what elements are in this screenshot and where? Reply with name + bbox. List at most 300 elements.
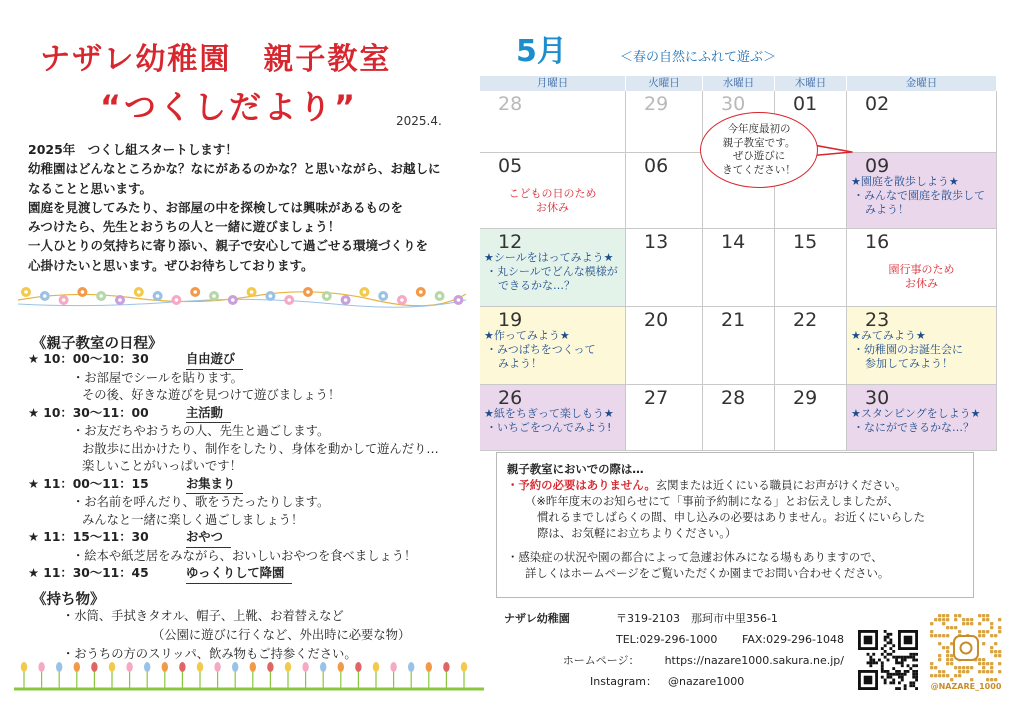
- garland-flower-center: [457, 298, 461, 302]
- qr-module: [889, 639, 892, 642]
- garland-flower-center: [306, 290, 310, 294]
- calendar-day-cell: [626, 153, 703, 229]
- calendar-day-number: 20: [644, 309, 669, 331]
- qr-module: [912, 676, 915, 679]
- notice-heading: 親子教室においでの際は…: [507, 462, 644, 476]
- closed-day-note: [847, 263, 996, 291]
- qr-module: [915, 670, 918, 673]
- event-description: ・みんなで園庭を散歩して: [853, 189, 985, 202]
- calendar-weekday-header: 金曜日: [847, 76, 997, 91]
- qr-module: [884, 656, 887, 659]
- garland-flower-center: [419, 290, 423, 294]
- schedule-detail: その後、好きな遊びを見つけて遊びましょう！: [82, 388, 341, 402]
- qr-module: [938, 634, 941, 637]
- qr-module: [942, 670, 945, 673]
- qr-module: [938, 670, 941, 673]
- qr-module: [872, 653, 875, 656]
- qr-module: [887, 633, 890, 636]
- garland-flower-center: [212, 294, 216, 298]
- qr-module: [909, 656, 912, 659]
- qr-module: [998, 618, 1001, 621]
- qr-module: [912, 656, 915, 659]
- qr-module: [978, 662, 981, 665]
- tulip-flower: [126, 662, 132, 672]
- calendar-day-number: 26: [498, 387, 523, 409]
- qr-module: [884, 630, 887, 633]
- event-description: みよう！: [865, 203, 909, 216]
- event-description: ・みつばちをつくって: [486, 343, 596, 356]
- qr-finder: [864, 676, 873, 685]
- contact-row: [504, 650, 844, 671]
- items-title: 《持ち物》: [32, 592, 105, 608]
- event-description: できるかな…？: [498, 279, 575, 292]
- qr-finder: [904, 636, 913, 645]
- calendar-day-cell: [703, 307, 775, 385]
- qr-module: [881, 676, 884, 679]
- schedule-detail: ・絵本や紙芝居をみながら、おいしいおやつを食べましょう！: [72, 548, 417, 563]
- qr-module: [942, 634, 945, 637]
- event-title: ★紙をちぎって楽しもう★: [484, 407, 614, 420]
- qr-module: [962, 670, 965, 673]
- qr-module: [887, 636, 890, 639]
- calendar-day-cell: [847, 307, 997, 385]
- calendar-day-number: 14: [721, 231, 746, 253]
- qr-module: [946, 674, 949, 677]
- calendar-event: [484, 329, 623, 371]
- qr-module: [994, 650, 997, 653]
- qr-module: [881, 653, 884, 656]
- qr-module: [994, 654, 997, 657]
- instagram-handle[interactable]: @nazare1000: [668, 675, 745, 688]
- intro-line: みつけたら、先生とおうちの人と一緒に遊びましょう！: [28, 219, 341, 235]
- schedule-time: ★ 11：30～11：45: [28, 566, 149, 580]
- contact-row: [504, 608, 844, 629]
- calendar-day-number: 27: [644, 387, 669, 409]
- qr-module: [946, 646, 949, 649]
- qr-module: [881, 670, 884, 673]
- intro-text: [28, 140, 478, 275]
- schedule-activity: お集まり: [186, 476, 243, 495]
- closed-day-line: こどもの日のため: [508, 187, 597, 200]
- qr-module: [954, 666, 957, 669]
- event-description: ・なにができるかな…？: [853, 421, 974, 434]
- qr-module: [982, 630, 985, 633]
- qr-module: [898, 661, 901, 664]
- items-line: ・おうちの方のスリッパ、飲み物もご持参ください。: [62, 647, 357, 661]
- qr-module: [946, 626, 949, 629]
- qr-module: [872, 659, 875, 662]
- qr-module: [938, 658, 941, 661]
- tulip-flower: [373, 662, 379, 672]
- calendar-day-cell: [626, 91, 703, 153]
- qr-module: [884, 639, 887, 642]
- qr-module: [942, 674, 945, 677]
- qr-module: [978, 634, 981, 637]
- qr-module: [869, 659, 872, 662]
- qr-module: [986, 670, 989, 673]
- intro-line: なることと思います。: [28, 180, 153, 196]
- calendar-day-cell: [847, 385, 997, 451]
- tulip-flower: [390, 662, 396, 672]
- qr-module: [930, 662, 933, 665]
- qr-module: [946, 634, 949, 637]
- main-title: ナザレ幼稚園 親子教室: [40, 42, 392, 77]
- tulip-flower: [144, 662, 150, 672]
- qr-module: [982, 658, 985, 661]
- qr-module: [954, 614, 957, 617]
- garland-flower-center: [438, 294, 442, 298]
- qr-module: [946, 662, 949, 665]
- tulip-flower: [197, 662, 203, 672]
- tulip-flower: [267, 662, 273, 672]
- qr-module: [912, 673, 915, 676]
- qr-module: [915, 676, 918, 679]
- tulip-border-illustration: [14, 656, 484, 692]
- qr-module: [892, 679, 895, 682]
- qr-module: [938, 654, 941, 657]
- instagram-icon: [954, 636, 978, 660]
- tulip-flower: [443, 662, 449, 672]
- garland-flower-center: [156, 294, 160, 298]
- calendar-weekday-header: 木曜日: [775, 76, 847, 91]
- qr-module: [892, 667, 895, 670]
- closed-day-line: お休み: [536, 201, 569, 214]
- qr-module: [895, 659, 898, 662]
- qr-module: [915, 659, 918, 662]
- schedule-time: ★ 11：15～11：30: [28, 530, 149, 544]
- qr-module: [970, 666, 973, 669]
- qr-module: [946, 614, 949, 617]
- qr-module: [938, 614, 941, 617]
- calendar-day-number: 09: [865, 155, 890, 177]
- instagram-qr-code[interactable]: [930, 614, 1002, 682]
- qr-module: [907, 664, 910, 667]
- contact-info: [504, 608, 844, 692]
- items-line: （公園に遊びに行くなど、外出時に必要な物）: [152, 628, 411, 642]
- calendar-day-number: 15: [793, 231, 818, 253]
- intro-line: 2025年 つくし組スタートします！: [28, 142, 238, 157]
- qr-module: [901, 673, 904, 676]
- qr-module: [978, 670, 981, 673]
- qr-module: [942, 622, 945, 625]
- instagram-qr-label: @NAZARE_1000: [930, 682, 1002, 691]
- garland-flower-center: [381, 294, 385, 298]
- qr-module: [895, 687, 898, 690]
- calendar-theme: ＜春の自然にふれて遊ぶ＞: [620, 50, 777, 65]
- garland-flower-center: [62, 298, 66, 302]
- homepage-link[interactable]: https://nazare1000.sakura.ne.jp/: [664, 654, 844, 667]
- qr-module: [990, 646, 993, 649]
- tulip-flower: [285, 662, 291, 672]
- qr-module: [898, 656, 901, 659]
- qr-module: [970, 618, 973, 621]
- qr-module: [946, 658, 949, 661]
- qr-module: [990, 666, 993, 669]
- garland-flower-center: [118, 298, 122, 302]
- homepage-qr-code[interactable]: [858, 630, 918, 690]
- qr-module: [982, 614, 985, 617]
- calendar-day-number: 12: [498, 231, 523, 253]
- qr-module: [986, 678, 989, 681]
- calendar-event: [484, 407, 623, 435]
- fax: FAX:029-296-1048: [742, 633, 845, 646]
- calendar-day-cell: [775, 229, 847, 307]
- qr-module: [889, 647, 892, 650]
- qr-module: [887, 676, 890, 679]
- qr-module: [942, 646, 945, 649]
- tulip-flower: [74, 662, 80, 672]
- qr-module: [889, 633, 892, 636]
- schedule-row: [28, 351, 478, 370]
- qr-module: [942, 614, 945, 617]
- qr-module: [892, 681, 895, 684]
- qr-module: [901, 656, 904, 659]
- qr-module: [950, 678, 953, 681]
- qr-module: [994, 678, 997, 681]
- qr-module: [881, 647, 884, 650]
- qr-module: [958, 674, 961, 677]
- tulip-flower: [408, 662, 414, 672]
- qr-module: [909, 667, 912, 670]
- qr-module: [912, 681, 915, 684]
- schedule-activity: おやつ: [186, 529, 231, 548]
- qr-module: [895, 673, 898, 676]
- qr-module: [934, 674, 937, 677]
- speech-bubble: [700, 112, 818, 188]
- schedule-list: [28, 351, 478, 584]
- qr-module: [934, 618, 937, 621]
- closed-day-line: 園行事のため: [888, 263, 955, 276]
- qr-module: [887, 670, 890, 673]
- qr-module: [982, 618, 985, 621]
- qr-module: [958, 670, 961, 673]
- qr-module: [990, 678, 993, 681]
- qr-module: [930, 666, 933, 669]
- calendar-day-cell: [775, 385, 847, 451]
- qr-module: [909, 681, 912, 684]
- qr-module: [966, 666, 969, 669]
- qr-module: [907, 670, 910, 673]
- intro-line: 幼稚園はどんなところかな？なにがあるのかな？と思いながら、お越しに: [28, 161, 441, 177]
- calendar-day-cell: [480, 153, 626, 229]
- bubble-line: 親子教室です。: [722, 136, 796, 149]
- notice-line: 慣れるまでしばらくの間、申し込みの必要はありません。お近くにいらした: [537, 510, 925, 524]
- qr-module: [930, 674, 933, 677]
- schedule-row: [28, 529, 478, 548]
- qr-module: [904, 659, 907, 662]
- closed-day-note: [480, 187, 625, 215]
- qr-module: [915, 687, 918, 690]
- notice-highlight: ・予約の必要はありません。: [507, 478, 656, 492]
- qr-module: [946, 650, 949, 653]
- qr-module: [958, 666, 961, 669]
- calendar-day-number: 19: [498, 309, 523, 331]
- qr-module: [966, 670, 969, 673]
- tulip-flower: [426, 662, 432, 672]
- calendar-event: [851, 407, 994, 435]
- calendar-day-cell: [626, 229, 703, 307]
- qr-module: [892, 644, 895, 647]
- qr-module: [998, 630, 1001, 633]
- calendar-day-cell: [480, 385, 626, 451]
- calendar-day-number: 01: [793, 93, 818, 115]
- event-description: ・いちごをつんでみよう!: [486, 421, 612, 434]
- qr-module: [907, 656, 910, 659]
- schedule-detail: お散歩に出かけたり、制作をしたり、身体を動かして遊んだり…: [82, 441, 439, 456]
- qr-module: [930, 622, 933, 625]
- schedule-activity: 主活動: [186, 405, 231, 424]
- qr-module: [898, 673, 901, 676]
- schedule-title: 《親子教室の日程》: [32, 336, 163, 352]
- schedule-row: [28, 565, 478, 584]
- qr-module: [950, 658, 953, 661]
- qr-module: [954, 626, 957, 629]
- closed-day-line: お休み: [905, 277, 938, 290]
- qr-module: [875, 661, 878, 664]
- qr-module: [901, 676, 904, 679]
- garland-flower-center: [24, 290, 28, 294]
- notice-line: 詳しくはホームページをご覧いただくか園までお問い合わせください。: [525, 566, 890, 580]
- tulip-flower: [162, 662, 168, 672]
- tulip-flower: [461, 662, 467, 672]
- qr-module: [990, 650, 993, 653]
- qr-module: [869, 664, 872, 667]
- schedule-detail: 楽しいことがいっぱいです！: [82, 459, 242, 473]
- garland-flower-center: [400, 298, 404, 302]
- qr-module: [915, 653, 918, 656]
- qr-module: [869, 656, 872, 659]
- calendar-day-cell: [480, 229, 626, 307]
- qr-module: [895, 670, 898, 673]
- qr-module: [962, 618, 965, 621]
- event-description: みよう！: [498, 357, 542, 370]
- calendar-day-number: 05: [498, 155, 523, 177]
- garland-flower-center: [137, 290, 141, 294]
- qr-module: [978, 630, 981, 633]
- schedule-detail: みんなと一緒に楽しく過ごしましょう！: [82, 512, 304, 527]
- instagram-label: Instagram：: [590, 675, 657, 688]
- issue-date: 2025.4.: [396, 114, 442, 128]
- calendar-month: 5月: [516, 34, 567, 69]
- tulip-flower: [56, 662, 62, 672]
- calendar-event: [851, 329, 994, 371]
- calendar-day-cell: [480, 307, 626, 385]
- calendar-event: [484, 251, 623, 293]
- qr-module: [912, 670, 915, 673]
- qr-module: [912, 684, 915, 687]
- tulip-flower: [91, 662, 97, 672]
- qr-module: [867, 653, 870, 656]
- qr-module: [904, 656, 907, 659]
- schedule-detail: ・お部屋でシールを貼ります。: [72, 370, 243, 385]
- bubble-line: きてください！: [722, 163, 796, 176]
- qr-module: [950, 626, 953, 629]
- garland-flower-center: [99, 294, 103, 298]
- garland-flower-center: [43, 294, 47, 298]
- tel: TEL:029-296-1000: [616, 633, 718, 646]
- qr-module: [915, 664, 918, 667]
- event-title: ★スタンピングをしよう★: [851, 407, 981, 420]
- qr-module: [915, 679, 918, 682]
- qr-module: [982, 634, 985, 637]
- schedule-row: [28, 405, 478, 424]
- qr-module: [962, 666, 965, 669]
- qr-module: [901, 679, 904, 682]
- event-description: ・丸シールでどんな模様が: [486, 265, 618, 278]
- qr-module: [930, 630, 933, 633]
- calendar-day-cell: [847, 153, 997, 229]
- qr-module: [982, 662, 985, 665]
- calendar-day-cell: [703, 385, 775, 451]
- qr-module: [892, 673, 895, 676]
- qr-module: [946, 618, 949, 621]
- qr-module: [889, 681, 892, 684]
- qr-module: [889, 641, 892, 644]
- qr-module: [970, 622, 973, 625]
- calendar-day-cell: [775, 307, 847, 385]
- calendar-day-number: 02: [865, 93, 890, 115]
- tulip-flower: [179, 662, 185, 672]
- qr-module: [998, 626, 1001, 629]
- qr-module: [904, 684, 907, 687]
- notice-box: [496, 452, 974, 598]
- qr-finder: [864, 636, 873, 645]
- garland-flower-center: [193, 290, 197, 294]
- garland-flower-center: [363, 290, 367, 294]
- tulip-flower: [214, 662, 220, 672]
- qr-module: [889, 676, 892, 679]
- calendar-day-number: 23: [865, 309, 890, 331]
- qr-module: [912, 653, 915, 656]
- qr-module: [887, 653, 890, 656]
- qr-module: [881, 667, 884, 670]
- qr-module: [901, 659, 904, 662]
- qr-module: [966, 618, 969, 621]
- qr-module: [909, 653, 912, 656]
- qr-module: [901, 661, 904, 664]
- garland-flower-center: [250, 290, 254, 294]
- qr-module: [887, 659, 890, 662]
- qr-module: [904, 670, 907, 673]
- notice-line: [507, 477, 973, 493]
- contact-row: [504, 629, 844, 650]
- qr-module: [978, 658, 981, 661]
- qr-module: [934, 634, 937, 637]
- qr-module: [998, 654, 1001, 657]
- qr-module: [898, 681, 901, 684]
- qr-module: [889, 673, 892, 676]
- qr-module: [898, 687, 901, 690]
- qr-module: [884, 670, 887, 673]
- qr-module: [909, 684, 912, 687]
- calendar-day-cell: [626, 385, 703, 451]
- qr-module: [887, 641, 890, 644]
- qr-module: [998, 670, 1001, 673]
- qr-module: [884, 679, 887, 682]
- qr-module: [962, 622, 965, 625]
- intro-line: 一人ひとりの気持ちに寄り添い、親子で安心して過ごせる環境づくりを: [28, 238, 429, 254]
- qr-module: [938, 642, 941, 645]
- kindergarten-name: ナザレ幼稚園: [504, 612, 570, 625]
- intro-line: 園庭を見渡してみたり、お部屋の中を探検しては興味があるものを: [28, 199, 404, 215]
- tulip-flower: [302, 662, 308, 672]
- calendar-day-number: 30: [721, 93, 746, 115]
- event-title: ★シールをはってみよう★: [484, 251, 614, 264]
- qr-module: [994, 642, 997, 645]
- qr-module: [904, 687, 907, 690]
- qr-module: [978, 622, 981, 625]
- qr-module: [892, 656, 895, 659]
